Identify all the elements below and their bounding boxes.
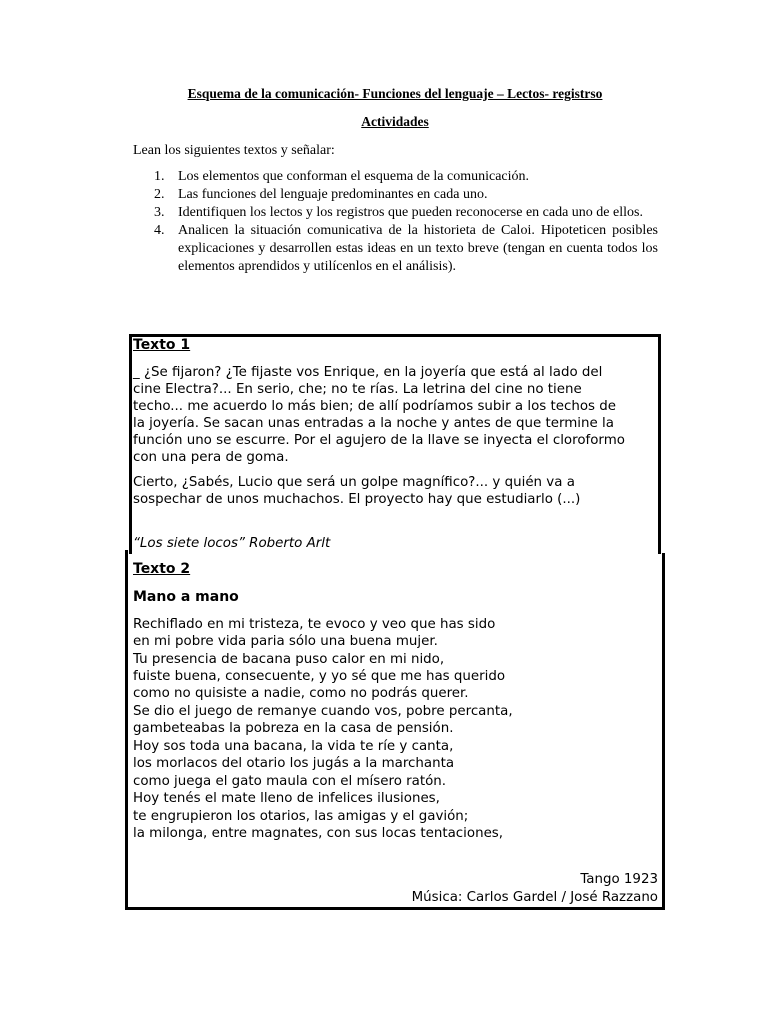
poem-line: Se dio el juego de remanye cuando vos, pobre percanta, — [133, 704, 513, 719]
poem-line: la milonga, entre magnates, con sus locas tentaciones, — [133, 826, 504, 841]
task-list — [133, 168, 658, 276]
poem-line: Hoy tenés el mate lleno de infelices ilusiones, — [133, 791, 440, 806]
texto1-line: la joyería. Se sacan unas entradas a la noche y antes de que termine la — [133, 416, 614, 431]
texto1-line: función uno se escurre. Por el agujero de la llave se inyecta el cloroformo — [133, 433, 625, 448]
task-item: 2. Las funciones del lenguaje predominantes en cada uno. — [154, 187, 488, 202]
texto1-source: “Los siete locos” Roberto Arlt — [133, 536, 331, 551]
texto1-line: sospechar de unos muchachos. El proyecto hay que estudiarlo (...) — [133, 492, 581, 507]
texto2-heading: Texto 2 — [133, 561, 191, 577]
texto1-line: con una pera de goma. — [133, 450, 289, 465]
instructions-intro: Lean los siguientes textos y señalar: — [133, 143, 335, 158]
texto1-line: _ ¿Se fijaron? ¿Te fijaste vos Enrique, en la joyería que está al lado del — [133, 365, 603, 380]
poem-line: como no quisiste a nadie, como no podrás querer. — [133, 686, 469, 701]
task-item: 4. Analicen la situación comunicativa de la historieta de Caloi. Hipoteticen posibles explicaciones y desarrollen estas ideas en un texto breve (tengan en cuenta todos los elementos aprendidos y utilícenlos en el análisis). — [154, 223, 658, 274]
poem-line: fuiste buena, consecuente, y yo sé que me has querido — [133, 669, 506, 684]
poem-title: Mano a mano — [133, 589, 239, 605]
poem-line: Hoy sos toda una bacana, la vida te ríe y canta, — [133, 739, 454, 754]
document-title: Esquema de la comunicación- Funciones del lenguaje – Lectos- registrso — [187, 86, 603, 101]
poem-line: Rechiflado en mi tristeza, te evoco y veo que has sido — [133, 617, 496, 632]
poem-line: te engrupieron los otarios, las amigas y el gavión; — [133, 809, 469, 824]
task-item: 1. Los elementos que conforman el esquema de la comunicación. — [154, 169, 530, 184]
music-credit: Música: Carlos Gardel / José Razzano — [411, 890, 658, 905]
texto1-line: Cierto, ¿Sabés, Lucio que será un golpe magnífico?... y quién va a — [133, 475, 575, 490]
texto1-line: cine Electra?... En serio, che; no te rías. La letrina del cine no tiene — [133, 382, 582, 397]
texto1-heading: Texto 1 — [133, 337, 191, 353]
task-item: 3. Identifiquen los lectos y los registros que pueden reconocerse en cada uno de ellos. — [154, 205, 643, 220]
texto1-line: techo... me acuerdo lo más bien; de allí podríamos subir a los techos de — [133, 399, 617, 414]
poem-line: como juega el gato maula con el mísero ratón. — [133, 774, 447, 789]
poem-line: los morlacos del otario los jugás a la marchanta — [133, 756, 455, 771]
section-subtitle: Actividades — [361, 114, 429, 129]
tango-year-credit: Tango 1923 — [580, 872, 658, 887]
poem-line: gambeteabas la pobreza en la casa de pensión. — [133, 721, 454, 736]
poem-line: Tu presencia de bacana puso calor en mi nido, — [133, 652, 445, 667]
poem-line: en mi pobre vida paria sólo una buena mujer. — [133, 634, 438, 649]
